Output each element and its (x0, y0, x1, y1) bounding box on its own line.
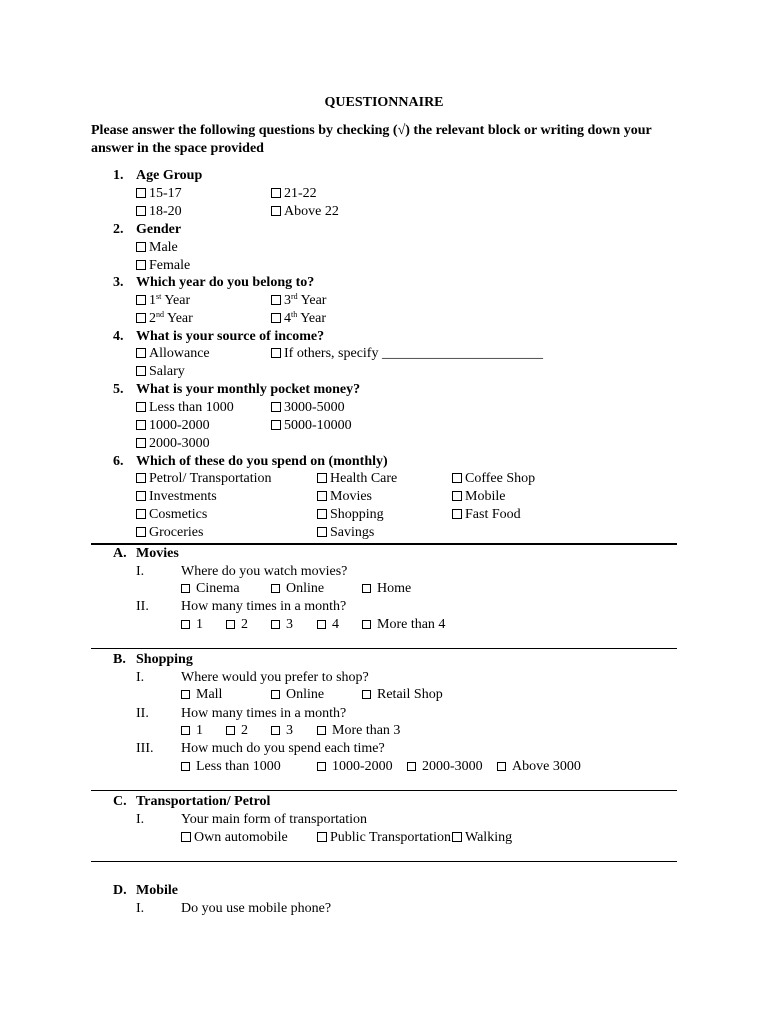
checkbox-icon[interactable] (271, 206, 281, 216)
checkbox-icon[interactable] (317, 762, 326, 771)
option-label: 2 (241, 617, 248, 632)
option-label: Mall (196, 687, 223, 702)
checkbox-icon[interactable] (317, 527, 327, 537)
option-label: Retail Shop (377, 687, 443, 702)
option-female[interactable] (136, 257, 190, 275)
checkbox-icon[interactable] (181, 832, 191, 842)
option-2[interactable] (226, 722, 248, 740)
section-title: Movies (136, 546, 179, 561)
option-public-transportation[interactable] (317, 829, 451, 847)
option-5000-10000[interactable] (271, 417, 352, 435)
option-2000-3000[interactable] (136, 435, 210, 453)
section-title: Shopping (136, 652, 193, 667)
option-2000-3000[interactable] (407, 758, 483, 776)
checkbox-icon[interactable] (136, 348, 146, 358)
checkbox-icon[interactable] (452, 509, 462, 519)
checkbox-icon[interactable] (226, 726, 235, 735)
option-1[interactable] (181, 616, 203, 634)
checkbox-icon[interactable] (317, 509, 327, 519)
sub-question-text: Where do you watch movies? (181, 564, 348, 579)
option-label: Online (286, 687, 325, 702)
section-title: Mobile (136, 883, 178, 898)
option-label: Home (377, 581, 412, 596)
option-label: 3 (286, 617, 293, 632)
checkbox-icon[interactable] (271, 726, 280, 735)
checkbox-icon[interactable] (136, 509, 146, 519)
option-label: 1 (196, 723, 203, 738)
section-divider (91, 648, 677, 649)
option-more-than-3[interactable] (317, 722, 400, 740)
option-3000-5000[interactable] (271, 399, 345, 417)
option-label: Own automobile (194, 830, 288, 845)
checkbox-icon[interactable] (317, 832, 327, 842)
checkbox-icon[interactable] (136, 313, 146, 323)
option-less-than-1000[interactable] (136, 399, 234, 417)
ordinal-suffix: st (156, 292, 162, 301)
option-4th-year[interactable] (271, 310, 326, 328)
option-label: Online (286, 581, 325, 596)
option-label: 2000-3000 (422, 759, 483, 774)
option-3[interactable] (271, 616, 293, 634)
option-retail-shop[interactable] (362, 686, 443, 704)
option-walking[interactable] (452, 829, 512, 847)
sub-question-number: I. (136, 812, 145, 827)
option-label: 3 (286, 723, 293, 738)
option-health-care[interactable] (317, 470, 397, 488)
option-label: Less than 1000 (149, 400, 234, 415)
option-label: Walking (465, 830, 513, 845)
question-number: 6. (113, 454, 124, 469)
checkbox-icon[interactable] (271, 620, 280, 629)
option-label: Salary (149, 364, 185, 379)
option-4[interactable] (317, 616, 339, 634)
option-label: Public Transportation (330, 830, 451, 845)
checkbox-icon[interactable] (136, 242, 146, 252)
section-letter: A. (113, 546, 127, 561)
option-label: 2000-3000 (149, 436, 210, 451)
section-divider (91, 861, 677, 862)
sub-question-number: II. (136, 706, 149, 721)
checkbox-icon[interactable] (452, 473, 462, 483)
question-number: 5. (113, 382, 124, 397)
option-male[interactable] (136, 239, 178, 257)
checkbox-icon[interactable] (136, 420, 146, 430)
option-label: Male (149, 240, 178, 255)
option-groceries[interactable] (136, 524, 203, 542)
option-label: Petrol/ Transportation (149, 471, 272, 486)
checkbox-icon[interactable] (317, 726, 326, 735)
option-mall[interactable] (181, 686, 222, 704)
sub-question-number: I. (136, 670, 145, 685)
question-number: 4. (113, 329, 124, 344)
sub-question-number: I. (136, 901, 145, 916)
option-own-automobile[interactable] (181, 829, 288, 847)
section-letter: C. (113, 794, 127, 809)
option-label: Investments (149, 489, 217, 504)
section-divider (91, 790, 677, 791)
option-label: 18-20 (149, 204, 182, 219)
option-label: Mobile (465, 489, 506, 504)
option-above-3000[interactable] (497, 758, 581, 776)
checkbox-icon[interactable] (226, 620, 235, 629)
checkbox-icon[interactable] (271, 584, 280, 593)
option-1[interactable] (181, 722, 203, 740)
option-cinema[interactable] (181, 580, 240, 598)
question-label: Which of these do you spend on (monthly) (136, 454, 388, 469)
sub-question-number: III. (136, 741, 154, 756)
checkbox-icon[interactable] (136, 473, 146, 483)
checkbox-icon[interactable] (271, 402, 281, 412)
option-less-than-1000[interactable] (181, 758, 281, 776)
option-label: Savings (330, 525, 375, 540)
question-number: 2. (113, 222, 124, 237)
question-number: 1. (113, 168, 124, 183)
option-above-22[interactable] (271, 203, 339, 221)
checkbox-icon[interactable] (136, 366, 146, 376)
option-1000-2000[interactable] (317, 758, 393, 776)
option-label: 1 (196, 617, 203, 632)
option-label: Year (297, 293, 327, 308)
checkbox-icon[interactable] (136, 438, 146, 448)
section-letter: B. (113, 652, 126, 667)
option-label: 2 (241, 723, 248, 738)
checkbox-icon[interactable] (271, 188, 281, 198)
option-home[interactable] (362, 580, 411, 598)
option-coffee-shop[interactable] (452, 470, 535, 488)
option-others-specify[interactable] (271, 345, 543, 363)
sub-question-number: II. (136, 599, 149, 614)
question-number: 3. (113, 275, 124, 290)
ordinal-suffix: th (291, 310, 298, 319)
option-label: 21-22 (284, 186, 317, 201)
question-label: Age Group (136, 168, 203, 183)
option-label: Above 3000 (512, 759, 581, 774)
checkbox-icon[interactable] (317, 491, 327, 501)
option-2nd-year[interactable] (136, 310, 193, 328)
instructions: Please answer the following questions by checking (√) the relevant block or writing down your answer in the space provided (91, 123, 652, 156)
option-label: More than 3 (332, 723, 401, 738)
option-label: 4 (332, 617, 339, 632)
option-label: Movies (330, 489, 372, 504)
checkbox-icon[interactable] (271, 420, 281, 430)
option-21-22[interactable] (271, 185, 317, 203)
option-label: Allowance (149, 346, 210, 361)
option-label: Groceries (149, 525, 204, 540)
option-mobile[interactable] (452, 488, 505, 506)
option-label: 5000-10000 (284, 418, 352, 433)
sub-question-text: Where would you prefer to shop? (181, 670, 369, 685)
option-label: 3 (284, 293, 291, 308)
option-petrol-transportation[interactable] (136, 470, 272, 488)
option-label: 3000-5000 (284, 400, 345, 415)
checkbox-icon[interactable] (362, 690, 371, 699)
option-2[interactable] (226, 616, 248, 634)
option-1st-year[interactable] (136, 292, 190, 310)
option-label: 2 (149, 311, 156, 326)
checkbox-icon[interactable] (181, 620, 190, 629)
sub-question-text: How many times in a month? (181, 599, 347, 614)
checkbox-icon[interactable] (136, 402, 146, 412)
checkbox-icon[interactable] (136, 491, 146, 501)
option-3[interactable] (271, 722, 293, 740)
sub-question-text: How many times in a month? (181, 706, 347, 721)
checkbox-icon[interactable] (136, 295, 146, 305)
question-label: Gender (136, 222, 182, 237)
checkbox-icon[interactable] (497, 762, 506, 771)
option-label: Cosmetics (149, 507, 208, 522)
option-15-17[interactable] (136, 185, 182, 203)
option-allowance[interactable] (136, 345, 210, 363)
option-label: Coffee Shop (465, 471, 536, 486)
option-savings[interactable] (317, 524, 374, 542)
option-label: Less than 1000 (196, 759, 281, 774)
option-online[interactable] (271, 580, 324, 598)
option-label: 1000-2000 (332, 759, 393, 774)
option-label: Cinema (196, 581, 240, 596)
checkbox-icon[interactable] (317, 473, 327, 483)
checkbox-icon[interactable] (317, 620, 326, 629)
option-label: Year (161, 293, 191, 308)
option-label: Female (149, 258, 191, 273)
option-fast-food[interactable] (452, 506, 521, 524)
checkbox-icon[interactable] (181, 726, 190, 735)
ordinal-suffix: rd (291, 292, 298, 301)
option-label: 1 (149, 293, 156, 308)
checkbox-icon[interactable] (136, 260, 146, 270)
option-movies[interactable] (317, 488, 372, 506)
option-label: Above 22 (284, 204, 339, 219)
option-label: If others, specify _______________________ (284, 346, 543, 361)
checkbox-icon[interactable] (136, 206, 146, 216)
option-label: Health Care (330, 471, 398, 486)
checkbox-icon[interactable] (181, 762, 190, 771)
checkbox-icon[interactable] (362, 620, 371, 629)
checkbox-icon[interactable] (271, 348, 281, 358)
checkbox-icon[interactable] (181, 690, 190, 699)
option-label: Fast Food (465, 507, 521, 522)
option-3rd-year[interactable] (271, 292, 326, 310)
option-label: Year (297, 311, 327, 326)
section-title: Transportation/ Petrol (136, 794, 271, 809)
checkbox-icon[interactable] (452, 491, 462, 501)
option-cosmetics[interactable] (136, 506, 207, 524)
checkbox-icon[interactable] (181, 584, 190, 593)
page-title: QUESTIONNAIRE (324, 95, 444, 110)
checkbox-icon[interactable] (362, 584, 371, 593)
question-label: Which year do you belong to? (136, 275, 315, 290)
checkbox-icon[interactable] (271, 295, 281, 305)
sub-question-text: Your main form of transportation (181, 812, 367, 827)
option-investments[interactable] (136, 488, 217, 506)
sub-question-text: How much do you spend each time? (181, 741, 385, 756)
option-online[interactable] (271, 686, 324, 704)
checkbox-icon[interactable] (452, 832, 462, 842)
option-shopping[interactable] (317, 506, 384, 524)
ordinal-suffix: nd (156, 310, 164, 319)
checkbox-icon[interactable] (136, 527, 146, 537)
option-1000-2000[interactable] (136, 417, 210, 435)
option-more-than-4[interactable] (362, 616, 445, 634)
checkbox-icon[interactable] (136, 188, 146, 198)
option-18-20[interactable] (136, 203, 182, 221)
checkbox-icon[interactable] (271, 690, 280, 699)
option-label: 1000-2000 (149, 418, 210, 433)
option-label: More than 4 (377, 617, 446, 632)
option-label: Year (164, 311, 193, 326)
question-label: What is your monthly pocket money? (136, 382, 361, 397)
option-label: Shopping (330, 507, 384, 522)
section-letter: D. (113, 883, 127, 898)
checkbox-icon[interactable] (407, 762, 416, 771)
question-label: What is your source of income? (136, 329, 325, 344)
checkbox-icon[interactable] (271, 313, 281, 323)
section-divider (91, 543, 677, 545)
option-label: 15-17 (149, 186, 182, 201)
sub-question-number: I. (136, 564, 145, 579)
option-salary[interactable] (136, 363, 185, 381)
option-label: 4 (284, 311, 291, 326)
sub-question-text: Do you use mobile phone? (181, 901, 332, 916)
